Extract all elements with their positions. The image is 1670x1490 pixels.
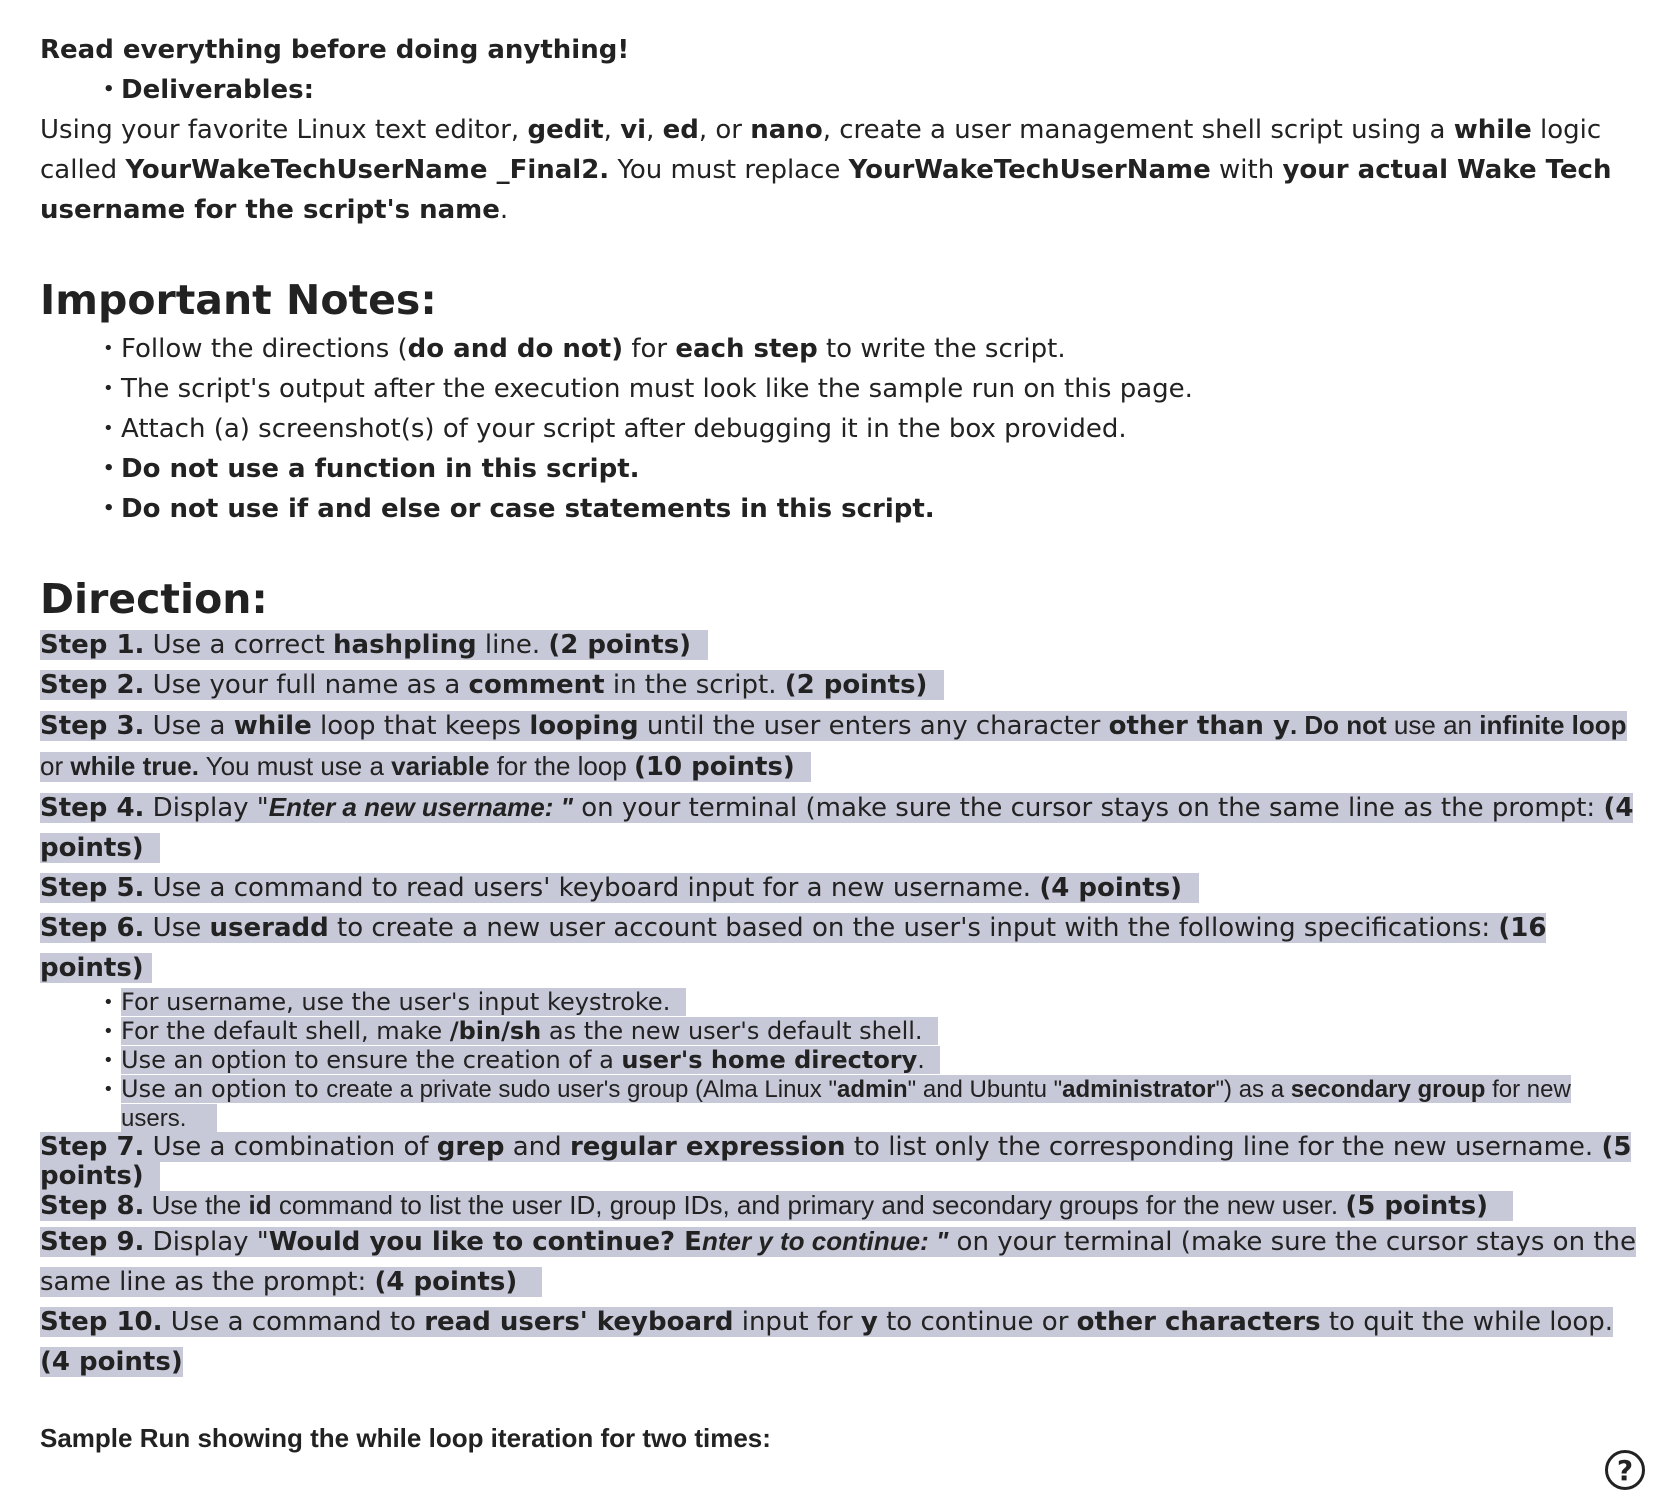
note-item: • Attach (a) screenshot(s) of your script after debugging it in the box provided.: [40, 409, 1640, 449]
step-6: Step 6. Use useradd to create a new user account based on the user's input with the following specifications: (16 points): [40, 913, 1547, 983]
step-6-bullet: • For username, use the user's input keystroke.: [40, 988, 1640, 1017]
step-6-bullet: • Use an option to create a private sudo user's group (Alma Linux "admin" and Ubuntu "administrator") as a secondary group for new users.: [40, 1075, 1640, 1133]
step-5: Step 5. Use a command to read users' keyboard input for a new username. (4 points): [40, 868, 1640, 908]
warning-text: Read everything before doing anything!: [40, 35, 630, 65]
step-10: Step 10. Use a command to read users' keyboard input for y to continue or other characters to quit the while loop. (4 points): [40, 1307, 1614, 1377]
step-4: Step 4. Display "Enter a new username: " on your terminal (make sure the cursor stays on the same line as the prompt: (4 points): [40, 792, 1634, 863]
step-6-bullet: • For the default shell, make /bin/sh as the new user's default shell.: [40, 1017, 1640, 1046]
direction-heading: Direction:: [40, 575, 268, 623]
notes-list: [40, 329, 1640, 529]
sample-run-caption: Sample Run showing the while loop iteration for two times:: [40, 1423, 771, 1453]
note-item: • Follow the directions (do and do not) for each step to write the script.: [40, 329, 1640, 369]
assignment-page: [40, 30, 1640, 1458]
step-3: Step 3. Use a while loop that keeps looping until the user enters any character other than y. Do not use an infinite loop or while true. You must use a variable for the loop (10 points): [40, 710, 1627, 782]
note-item: • Do not use if and else or case statements in this script.: [40, 489, 1640, 529]
help-icon[interactable]: ?: [1605, 1450, 1645, 1490]
step-6-bullet: • Use an option to ensure the creation of a user's home directory.: [40, 1046, 1640, 1075]
step-9: Step 9. Display "Would you like to continue? Enter y to continue: " on your terminal (make sure the cursor stays on the same line as the prompt: (4 points): [40, 1226, 1636, 1297]
important-notes-heading: Important Notes:: [40, 276, 437, 324]
steps-list: [40, 625, 1640, 1382]
deliverables-paragraph: Using your favorite Linux text editor, gedit, vi, ed, or nano, create a user management shell script using a while logic called YourWakeTechUserName _Final2. You must replace YourWakeTechUserName with your actual Wake Tech username for the script's name.: [40, 115, 1612, 225]
note-item: • Do not use a function in this script.: [40, 449, 1640, 489]
step-2: Step 2. Use your full name as a comment in the script. (2 points): [40, 665, 1640, 705]
step-7: Step 7. Use a combination of grep and regular expression to list only the corresponding line for the new username. (5 points): [40, 1132, 1632, 1191]
step-8: Step 8. Use the id command to list the user ID, group IDs, and primary and secondary groups for the new user. (5 points): [40, 1191, 1640, 1221]
step-1: Step 1. Use a correct hashpling line. (2 points): [40, 625, 1640, 665]
note-item: • The script's output after the execution must look like the sample run on this page.: [40, 369, 1640, 409]
deliverables-label: • Deliverables:: [40, 70, 1640, 110]
